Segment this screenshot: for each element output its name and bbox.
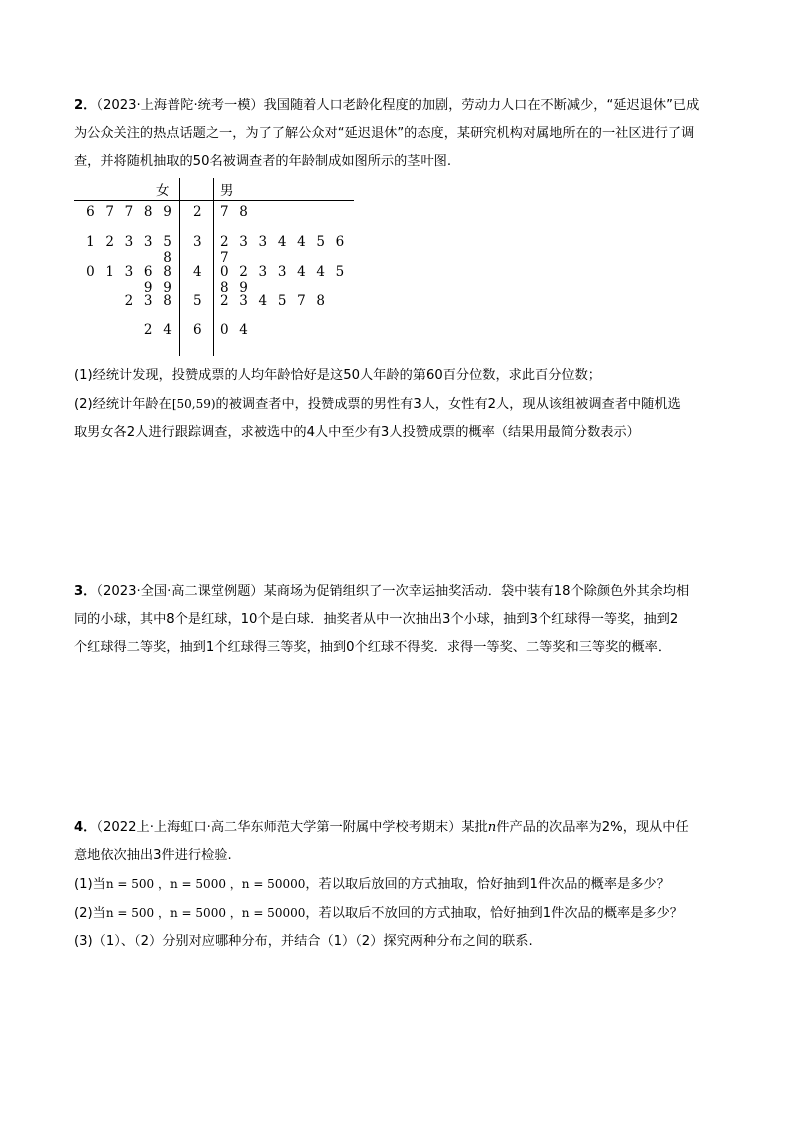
problem-4-source: （2022上·上海虹口·高二华东师范大学第一附属中学校考期末） [96, 820, 462, 835]
problem-4-number: 4． [74, 820, 97, 835]
problem-2-number: 2． [74, 98, 97, 113]
problem-4-text-1a: 某批 [461, 820, 488, 835]
problem-4-q2 [74, 899, 724, 928]
stem-row [74, 234, 364, 266]
problem-2-line-1 [74, 92, 724, 120]
male-leaves: 7 8 [220, 204, 252, 220]
female-leaves: 2 3 8 [124, 293, 175, 309]
stem-value: 2 [193, 204, 202, 220]
problem-4-q2-math: n = 500 ，n = 5000 ，n = 50000 [105, 906, 306, 920]
problem-2-text-1: 我国随着人口老龄化程度的加剧，劳动力人口在不断减少，“延迟退休”已成 [263, 98, 700, 113]
stem-row [74, 322, 364, 344]
stem-row [74, 204, 364, 226]
problem-3 [74, 578, 724, 662]
problem-4-line-2: 意地依次抽出3件进行检验. [74, 848, 232, 863]
problem-3-source: （2023·全国·高二课堂例题） [96, 584, 264, 599]
header-divider [74, 200, 354, 201]
problem-4-q2-prefix: (2)当 [74, 906, 106, 921]
stem-value: 3 [193, 234, 202, 250]
male-leaves: 0 4 [220, 322, 252, 338]
female-leaves: 0 1 3 6 8 9 9 [86, 264, 175, 296]
stem-leaf-plot [74, 176, 364, 362]
variable-n: n [487, 820, 497, 835]
problem-3-line-2: 同的小球，其中8个是红球，10个是白球．抽奖者从中一次抽出3个小球，抽到3个红球得一等奖，抽到2 [74, 612, 679, 627]
problem-2-q2-line-2: 取男女各2人进行跟踪调查，求被选中的4人中至少有3人投赞成票的概率（结果用最简分数表示） [74, 425, 640, 440]
problem-4 [74, 814, 724, 956]
problem-2-q2-prefix: (2)经统计年龄在 [74, 397, 172, 412]
problem-3-text-1: 某商场为促销组织了一次幸运抽奖活动．袋中装有18个除颜色外其余均相 [263, 584, 690, 599]
problem-2-line-2: 为公众关注的热点话题之一，为了了解公众对“延迟退休”的态度，某研究机构对属地所在的一社区进行了调 [74, 126, 695, 141]
problem-2-q1: (1)经统计发现，投赞成票的人均年龄恰好是这50人年龄的第60百分位数，求此百分位数； [74, 368, 601, 383]
stem-row [74, 264, 364, 296]
problem-2-questions [74, 362, 724, 447]
problem-2-q2-suffix: 的被调查者中，投赞成票的男性有3人，女性有2人，现从该组被调查者中随机选 [215, 397, 681, 412]
female-leaves: 2 4 [143, 322, 175, 338]
problem-4-line-1 [74, 814, 724, 842]
problem-2-source: （2023·上海普陀·统考一模） [96, 98, 264, 113]
male-leaves: 2 3 3 4 4 5 6 7 [220, 234, 348, 266]
problem-2-q2 [74, 390, 724, 419]
problem-4-q1-prefix: (1)当 [74, 877, 106, 892]
problem-4-q1 [74, 870, 724, 899]
problem-2-line-3: 查，并将随机抽取的50名被调查者的年龄制成如图所示的茎叶图. [74, 154, 452, 169]
female-leaves: 1 2 3 3 5 8 [86, 234, 175, 266]
problem-2 [74, 92, 724, 176]
age-interval: [50,59) [171, 397, 216, 411]
male-header: 男 [220, 183, 234, 199]
female-leaves: 6 7 7 8 9 [86, 204, 175, 220]
problem-4-q2-suffix: ，若以取后不放回的方式抽取，恰好抽到1件次品的概率是多少？ [305, 906, 683, 921]
stem-value: 4 [193, 264, 202, 280]
male-leaves: 2 3 4 5 7 8 [220, 293, 329, 309]
problem-4-q3: (3)（1）、（2）分别对应哪种分布，并结合（1）（2）探究两种分布之间的联系. [74, 934, 533, 949]
problem-3-line-3: 个红球得二等奖，抽到1个红球得三等奖，抽到0个红球不得奖．求得一等奖、二等奖和三等奖的概率． [74, 640, 672, 655]
problem-3-line-1 [74, 578, 724, 606]
problem-3-number: 3． [74, 584, 97, 599]
problem-4-text-1b: 件产品的次品率为2%，现从中任 [496, 820, 689, 835]
problem-4-q1-suffix: ，若以取后放回的方式抽取，恰好抽到1件次品的概率是多少？ [305, 877, 670, 892]
stem-row [74, 293, 364, 315]
problem-4-q1-math: n = 500 ，n = 5000 ，n = 50000 [105, 877, 306, 891]
stem-value: 6 [193, 322, 202, 338]
male-leaves: 0 2 3 3 4 4 5 8 9 [220, 264, 348, 296]
stem-value: 5 [193, 293, 202, 309]
female-header: 女 [156, 183, 170, 199]
